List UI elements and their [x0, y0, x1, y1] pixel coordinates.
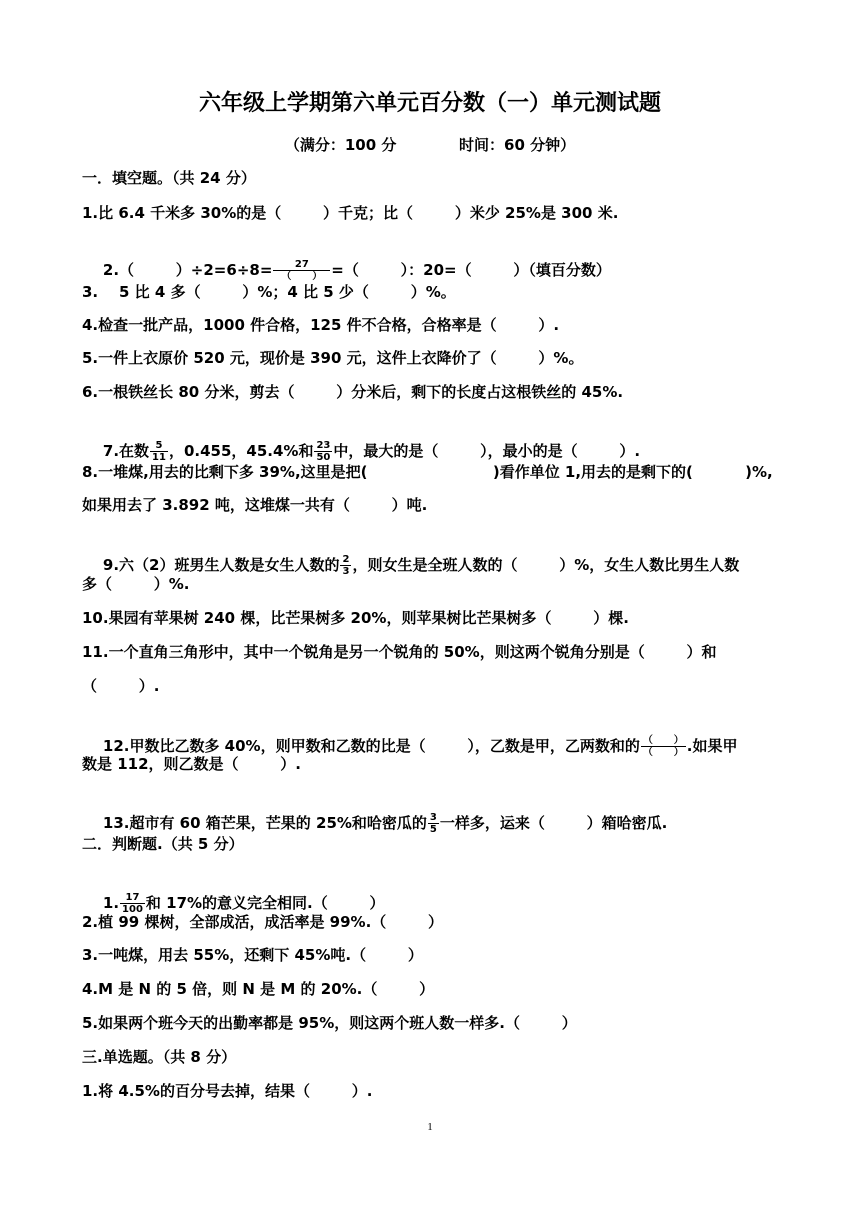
tf-question-2: 2.植 99 棵树，全部成活，成活率是 99%.（ ） — [82, 913, 444, 931]
fraction-denominator: 100 — [122, 904, 143, 915]
mc-question-1: 1.将 4.5%的百分号去掉，结果（ ）. — [82, 1082, 373, 1100]
question-7-text-c: 中，最大的是（ ），最小的是（ ）. — [333, 442, 641, 460]
fraction-numerator: 27 — [273, 259, 330, 271]
question-9-line-2: 多（ ）%. — [82, 575, 190, 593]
page-title: 六年级上学期第六单元百分数（一）单元测试题 — [198, 91, 661, 116]
page-subtitle: （满分：100 分 时间：60 分钟） — [284, 136, 576, 154]
question-12-text-a: 12.甲数比乙数多 40%，则甲数和乙数的比是（ ），乙数是甲，乙两数和的 — [102, 737, 640, 755]
fraction-denominator: 3 — [342, 566, 350, 577]
question-2-fraction — [273, 259, 330, 282]
question-7-text-a: 7.在数 — [102, 442, 150, 460]
fraction-denominator: （ ） — [642, 747, 684, 758]
question-12-text-b: .如果甲 — [686, 737, 738, 755]
question-11-line-2: （ ）. — [82, 677, 160, 695]
section-multiple-choice-heading: 三.单选题。（共 8 分） — [82, 1048, 237, 1066]
fraction-numerator: 23 — [316, 440, 331, 451]
question-9-text-a: 9.六（2）班男生人数是女生人数的 — [102, 556, 340, 574]
question-1: 1.比 6.4 千米多 30%的是（ ）千克；比（ ）米少 25%是 300 米. — [82, 204, 619, 222]
question-7-fraction-2 — [314, 440, 332, 463]
question-4: 4.检查一批产品，1000 件合格，125 件不合格，合格率是（ ）. — [82, 316, 560, 334]
question-2-text-a: 2.（ ）÷2=6÷8= — [102, 261, 273, 279]
question-12-fraction — [641, 735, 686, 758]
tf-question-5: 5.如果两个班今天的出勤率都是 95%，则这两个班人数一样多.（ ） — [82, 1014, 577, 1032]
question-13-text-a: 13.超市有 60 箱芒果，芒果的 25%和哈密瓜的 — [102, 814, 427, 832]
question-2-text-b: =（ ）：20=（ ）（填百分数） — [331, 261, 611, 279]
section-fill-in-heading: 一．填空题。（共 24 分） — [82, 169, 256, 187]
question-5: 5.一件上衣原价 520 元，现价是 390 元，这件上衣降价了（ ）%。 — [82, 349, 584, 367]
question-8-line-1: 8.一堆煤,用去的比剩下多 39%,这里是把( )看作单位 1,用去的是剩下的( )%, — [82, 463, 773, 481]
fraction-numerator: 17 — [120, 892, 145, 904]
fraction-denominator: 5 — [429, 824, 437, 835]
page-number: 1 — [427, 1121, 433, 1133]
question-11-line-1: 11.一个直角三角形中，其中一个锐角是另一个锐角的 50%，则这两个锐角分别是（ ）和 — [82, 643, 717, 661]
fraction-numerator: （ ） — [642, 735, 684, 746]
fraction-numerator: 2 — [342, 554, 350, 565]
fraction-denominator: 11 — [152, 452, 166, 463]
fraction-denominator: （ ） — [281, 271, 323, 282]
question-9-text-b: ，则女生是全班人数的（ ）%，女生人数比男生人数 — [352, 556, 740, 574]
tf-question-3: 3.一吨煤，用去 55%，还剩下 45%吨.（ ） — [82, 946, 423, 964]
question-10: 10.果园有苹果树 240 棵，比芒果树多 20%，则苹果树比芒果树多（ ）棵. — [82, 609, 629, 627]
fraction-numerator: 3 — [429, 812, 437, 823]
question-3: 3. 5 比 4 多（ ）%；4 比 5 少（ ）%。 — [82, 283, 456, 301]
question-7-text-b: ，0.455，45.4%和 — [168, 442, 314, 460]
fraction-denominator: 50 — [316, 452, 331, 463]
tf-question-1-text-b: 和 17%的意义完全相同.（ ） — [145, 894, 385, 912]
question-6: 6.一根铁丝长 80 分米，剪去（ ）分米后，剩下的长度占这根铁丝的 45%. — [82, 383, 624, 401]
question-8-line-2: 如果用去了 3.892 吨，这堆煤一共有（ ）吨. — [82, 496, 428, 514]
tf-question-1-text-a: 1. — [102, 894, 120, 912]
question-7-fraction-1 — [150, 440, 168, 463]
section-true-false-heading: 二．判断题.（共 5 分） — [82, 835, 244, 853]
question-13-text-b: 一样多，运来（ ）箱哈密瓜. — [439, 814, 668, 832]
question-9-fraction — [340, 554, 351, 577]
fraction-numerator: 5 — [150, 440, 168, 452]
tf-question-4: 4.M 是 N 的 5 倍，则 N 是 M 的 20%.（ ） — [82, 980, 435, 998]
question-13-fraction — [428, 812, 439, 835]
question-12-line-2: 数是 112，则乙数是（ ）. — [82, 755, 302, 773]
